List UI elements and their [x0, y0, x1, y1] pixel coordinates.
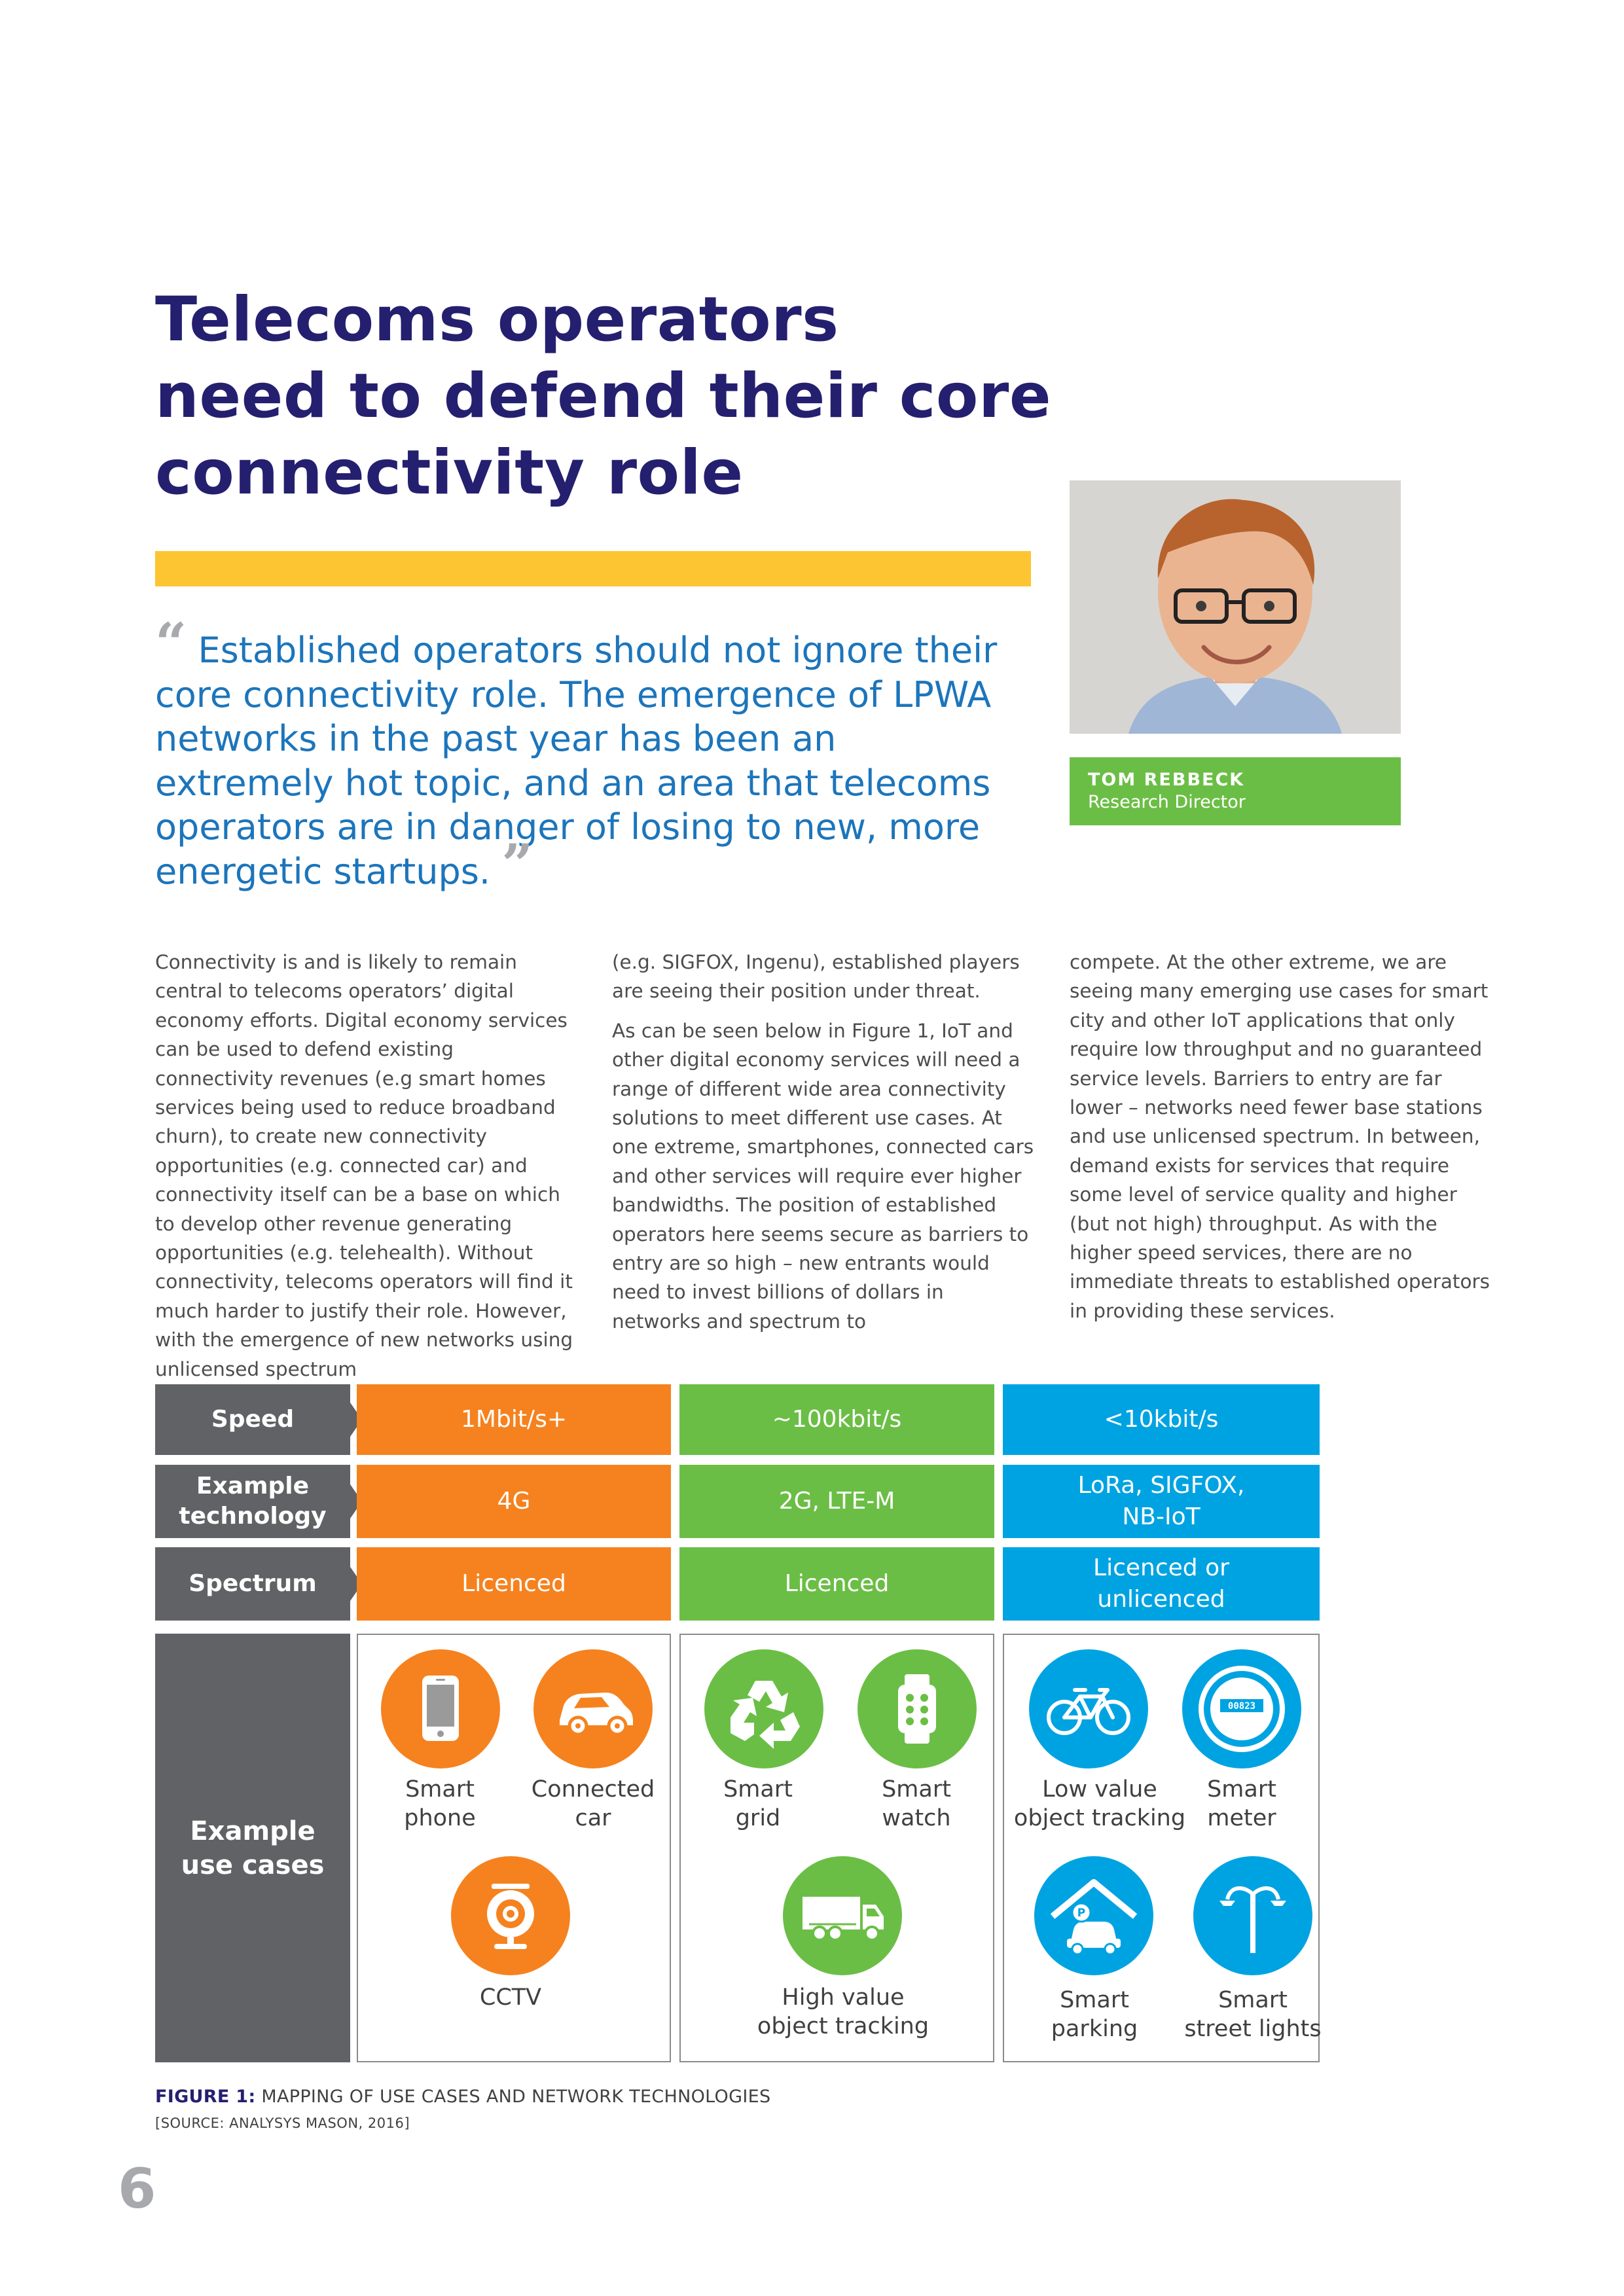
body-column-2 — [612, 948, 1034, 1346]
author-caption — [1070, 757, 1401, 825]
use-case-line: Smart — [882, 1776, 951, 1803]
spectrum-cell-medium: Licenced — [679, 1547, 994, 1621]
row-label-text: Speed — [211, 1406, 295, 1433]
row-label-line: Example — [196, 1473, 310, 1499]
pull-quote — [155, 611, 1006, 897]
body-column-1 — [155, 948, 577, 1394]
use-case-line: street lights — [1184, 2016, 1322, 2042]
use-case-line: object tracking — [757, 2013, 929, 2039]
use-case-line: Smart — [1207, 1776, 1276, 1803]
paragraph: As can be seen below in Figure 1, IoT and other digital economy services will need a range of different wide area connectivity solutions to meet different use cases. At one extreme, smartphones, connected cars and other services will require ever higher bandwidths. The position of established operators here seems secure as barriers to entry are so high – new entrants would need to invest billions of dollars in networks and spectrum to — [612, 1019, 1034, 1333]
use-case-label — [1155, 1986, 1351, 2043]
author-photo — [1070, 480, 1401, 734]
title-line: Telecoms operators — [155, 284, 839, 355]
figure-source: [SOURCE: ANALYSYS MASON, 2016] — [155, 2115, 410, 2131]
title-underline — [155, 551, 1031, 586]
cell-line: unlicenced — [1097, 1586, 1225, 1613]
open-quote-mark: “ — [155, 611, 187, 675]
use-case-line: CCTV — [479, 1984, 542, 2011]
bicycle-icon — [1029, 1649, 1148, 1768]
author-name: TOM REBBECK — [1088, 770, 1245, 790]
row-label-speed — [155, 1384, 350, 1455]
use-case-label — [412, 1983, 609, 2012]
use-case-line: phone — [404, 1805, 476, 1831]
use-case-label — [818, 1775, 1015, 1833]
use-case-line: Smart — [723, 1776, 793, 1803]
close-quote-mark: ” — [501, 831, 533, 897]
row-label-text — [179, 1471, 326, 1532]
speed-cell-medium: ~100kbit/s — [679, 1384, 994, 1455]
tech-cell-high: 4G — [357, 1465, 671, 1538]
use-case-line: Low value — [1042, 1776, 1157, 1803]
use-case-line: grid — [735, 1805, 781, 1831]
cell-line: LoRa, SIGFOX, — [1077, 1472, 1245, 1499]
meter-reading: 00823 — [1227, 1701, 1256, 1712]
row-label-use-cases — [155, 1634, 350, 2062]
smartphone-icon — [381, 1649, 500, 1768]
use-case-line: car — [575, 1805, 611, 1831]
cctv-camera-icon — [451, 1856, 570, 1975]
car-icon — [533, 1649, 653, 1768]
title-line: need to defend their core — [155, 361, 1052, 432]
figure-caption — [155, 2087, 770, 2107]
use-case-line: High value — [782, 1984, 905, 2011]
figure-caption-text: MAPPING OF USE CASES AND NETWORK TECHNOLOGIES — [255, 2087, 771, 2107]
cell-line: Licenced or — [1093, 1554, 1229, 1581]
recycle-icon — [704, 1649, 823, 1768]
row-label-line: technology — [179, 1503, 327, 1530]
parking-icon — [1034, 1856, 1153, 1975]
use-case-label — [1144, 1775, 1340, 1833]
tech-cell-low — [1003, 1465, 1320, 1538]
author-role: Research Director — [1088, 792, 1246, 812]
figure-caption-label: FIGURE 1: — [155, 2087, 256, 2107]
meter-icon — [1182, 1649, 1301, 1768]
use-case-line: Smart — [1218, 1987, 1288, 2013]
use-case-label — [738, 1983, 948, 2041]
use-case-line: Connected — [531, 1776, 655, 1803]
row-label-technology — [155, 1465, 350, 1538]
tech-cell-medium: 2G, LTE-M — [679, 1465, 994, 1538]
use-case-line: parking — [1051, 2016, 1138, 2042]
use-case-line: watch — [882, 1805, 951, 1831]
parking-badge-letter: P — [1077, 1907, 1086, 1920]
paragraph: compete. At the other extreme, we are seeing many emerging use cases for smart city and other IoT applications that only require low throughput and no guaranteed service levels. Barriers to entry are far lower – networks need fewer base stations and use unlicensed spectrum. In between, demand exists for services that require some level of service quality and higher (but not high) throughput. As with the higher speed services, there are no immediate threats to established operators in providing these services. — [1070, 951, 1490, 1322]
row-label-line: use cases — [181, 1850, 325, 1880]
page-title — [155, 281, 1058, 511]
spectrum-cell-low — [1003, 1547, 1320, 1621]
paragraph: Connectivity is and is likely to remain central to telecoms operators’ digital economy efforts. Digital economy services can be used to defend existing connectivity revenues (e.g smart homes services being used to reduce broadband churn), to create new connectivity opportunities (e.g. connected car) and connectivity itself can be a base on which to develop other revenue generating opportunities (e.g. telehealth). Without connectivity, telecoms operators will find it much harder to justify their role. However, with the emergence of new networks using unlicensed spectrum — [155, 951, 573, 1380]
row-label-text: Spectrum — [189, 1570, 317, 1597]
speed-cell-low: <10kbit/s — [1003, 1384, 1320, 1455]
page-number: 6 — [118, 2157, 156, 2221]
row-label-spectrum — [155, 1547, 350, 1621]
streetlight-icon — [1193, 1856, 1312, 1975]
pull-quote-text: Established operators should not ignore their core connectivity role. The emergence of LPWA networks in the past year has been an extremely hot topic, and an area that telecoms operators are in danger of losing to new, more energetic startups. — [155, 630, 998, 892]
use-case-line: object tracking — [1013, 1805, 1186, 1831]
use-case-line: Smart — [1060, 1987, 1129, 2013]
truck-icon — [783, 1856, 902, 1975]
use-case-line: Smart — [405, 1776, 475, 1803]
speed-cell-high: 1Mbit/s+ — [357, 1384, 671, 1455]
cell-line: NB-IoT — [1122, 1503, 1200, 1530]
title-line: connectivity role — [155, 437, 744, 509]
row-label-text — [181, 1814, 325, 1882]
row-label-line: Example — [190, 1816, 316, 1846]
use-case-line: meter — [1207, 1805, 1276, 1831]
body-column-3 — [1070, 948, 1492, 1336]
paragraph: (e.g. SIGFOX, Ingenu), established players are seeing their position under threat. — [612, 951, 1020, 1003]
spectrum-cell-high: Licenced — [357, 1547, 671, 1621]
smartwatch-icon — [857, 1649, 977, 1768]
